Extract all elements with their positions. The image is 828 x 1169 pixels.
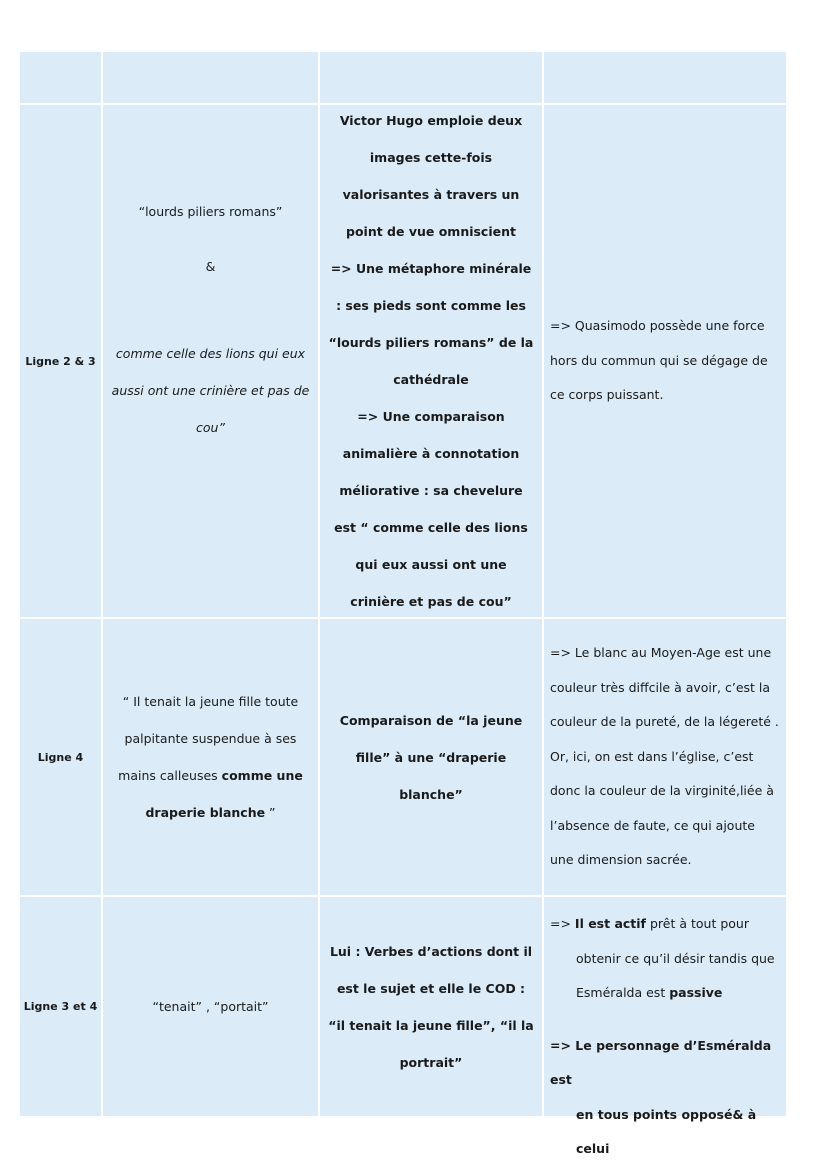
table-cell (20, 897, 101, 1116)
table-cell (20, 105, 101, 617)
row-label: Ligne 3 et 4 (23, 1000, 98, 1013)
analysis-text: Victor Hugo emploie deux images cette-fois valorisantes à travers un point de vue omniscient (339, 113, 523, 239)
interpretation-text: en tous points opposé& à celui (576, 1106, 757, 1156)
analysis-text: Lui : Verbes d’actions dont il est le sujet et elle le COD : “il tenait la jeune fille”, “il la portrait” (328, 943, 534, 1070)
bold-text: Il est actif (574, 916, 646, 931)
table-cell (320, 619, 542, 895)
table-cell (103, 897, 318, 1116)
interpretation-text: => Il est actif prêt à tout pour (550, 916, 749, 931)
row-label: Ligne 2 & 3 (25, 354, 96, 368)
table-cell (544, 897, 786, 1156)
analysis-text: => Une métaphore minérale : ses pieds sont comme les “lourds piliers romans” de la cathédrale (328, 261, 534, 387)
interpretation-text: => Le blanc au Moyen-Age est une couleur très diffcile à avoir, c’est la couleur de la pureté, de la légereté . Or, ici, on est dans l’église, c’est donc la couleur de la virginité,liée à l’absence de faute, ce qui ajoute une dimension sacrée. (550, 645, 779, 868)
quote-end: ” (265, 805, 276, 820)
interpretation-text: => Quasimodo possède une force hors du commun qui se dégage de ce corps puissant. (550, 318, 768, 403)
quote-text (111, 683, 310, 831)
analysis-table (20, 52, 786, 1156)
table-cell (544, 619, 786, 895)
table-cell (320, 897, 542, 1116)
quote-text: “tenait” , “portait” (152, 999, 269, 1014)
row-label: Ligne 4 (37, 750, 84, 764)
table-cell (20, 52, 101, 103)
table-cell (544, 105, 786, 617)
table-cell (320, 52, 542, 103)
quote-bold: comme une draperie blanche (145, 768, 303, 820)
quote-text: “lourds piliers romans” (138, 204, 283, 219)
quote-text: comme celle des lions qui eux aussi ont une crinière et pas de cou” (111, 346, 310, 435)
bold-text: passive (669, 985, 723, 1000)
table-cell (103, 105, 318, 617)
table-cell (103, 619, 318, 895)
interpretation-text: => Le personnage d’Esméralda est (550, 1037, 772, 1087)
ampersand: & (205, 259, 216, 274)
analysis-text: => Une comparaison animalière à connotation méliorative : sa chevelure est “ comme celle des lions qui eux aussi ont une crinière et pas de cou” (334, 409, 528, 609)
interpretation-text: obtenir ce qu’il désir tandis que Esméralda est passive (576, 950, 775, 1000)
table-cell (320, 105, 542, 617)
table-cell (20, 619, 101, 895)
table-cell (103, 52, 318, 103)
table-cell (544, 52, 786, 103)
quote-plain: “ Il tenait la jeune fille toute palpitante suspendue à ses mains calleuses (118, 694, 299, 783)
analysis-text: Comparaison de “la jeune fille” à une “draperie blanche” (339, 712, 523, 802)
